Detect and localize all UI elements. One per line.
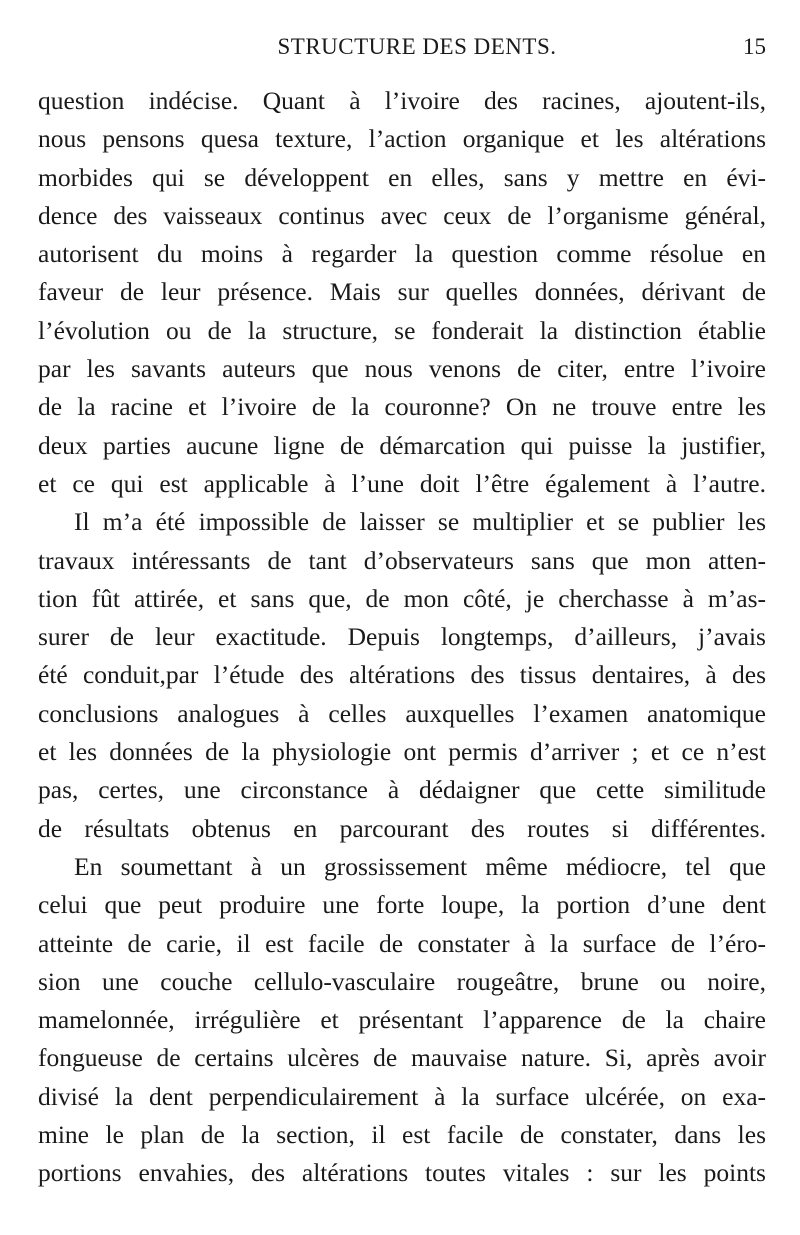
text-line: surer de leur exactitude. Depuis longtemps, d’ailleurs, j’avais	[38, 622, 766, 652]
text-line: pas, certes, une circonstance à dédaigner que cette similitude	[38, 775, 766, 805]
running-head	[38, 30, 766, 64]
text-line: faveur de leur présence. Mais sur quelles données, dérivant de	[38, 277, 766, 307]
text-line: fongueuse de certains ulcères de mauvaise nature. Si, après avoir	[38, 1043, 766, 1073]
text-line: morbides qui se développent en elles, sans y mettre en évi-	[38, 162, 766, 192]
text-line: été conduit,par l’étude des altérations des tissus dentaires, à des	[38, 660, 766, 690]
text-line: tion fût attirée, et sans que, de mon côté, je cherchasse à m’as-	[38, 583, 766, 613]
text-line: mine le plan de la section, il est facile de constater, dans les	[38, 1120, 766, 1150]
text-line: et les données de la physiologie ont permis d’arriver ; et ce n’est	[38, 737, 766, 767]
running-title: STRUCTURE DES DENTS.	[277, 34, 557, 59]
text-line: divisé la dent perpendiculairement à la surface ulcérée, on exa-	[38, 1081, 766, 1111]
text-line: de résultats obtenus en parcourant des routes si différentes.	[38, 813, 766, 843]
text-line: portions envahies, des altérations toutes vitales : sur les points	[38, 1158, 766, 1188]
text-line: mamelonnée, irrégulière et présentant l’apparence de la chaire	[38, 1005, 766, 1035]
text-line: question indécise. Quant à l’ivoire des racines, ajoutent-ils,	[38, 86, 766, 115]
text-line: atteinte de carie, il est facile de constater à la surface de l’éro-	[38, 928, 766, 958]
text-line: et ce qui est applicable à l’une doit l’être également à l’autre.	[38, 468, 766, 498]
body-text	[38, 82, 766, 1193]
text-line: travaux intéressants de tant d’observateurs sans que mon atten-	[38, 545, 766, 575]
text-line: nous pensons quesa texture, l’action organique et les altérations	[38, 124, 766, 154]
text-line: l’évolution ou de la structure, se fonderait la distinction établie	[38, 315, 766, 345]
text-line: sion une couche cellulo-vasculaire rougeâtre, brune ou noire,	[38, 966, 766, 996]
paragraph-first-line: En soumettant à un grossissement même médiocre, tel que	[74, 851, 766, 881]
paragraph-first-line: Il m’a été impossible de laisser se multiplier et se publier les	[74, 507, 766, 537]
text-line: dence des vaisseaux continus avec ceux de l’organisme général,	[38, 200, 766, 230]
text-line: conclusions analogues à celles auxquelles l’examen anatomique	[38, 698, 766, 728]
page-number: 15	[743, 34, 766, 59]
text-line: par les savants auteurs que nous venons de citer, entre l’ivoire	[38, 354, 766, 384]
text-line: deux parties aucune ligne de démarcation qui puisse la justifier,	[38, 430, 766, 460]
text-line: de la racine et l’ivoire de la couronne? On ne trouve entre les	[38, 392, 766, 422]
text-line: autorisent du moins à regarder la question comme résolue en	[38, 239, 766, 269]
text-line: celui que peut produire une forte loupe, la portion d’une dent	[38, 890, 766, 920]
